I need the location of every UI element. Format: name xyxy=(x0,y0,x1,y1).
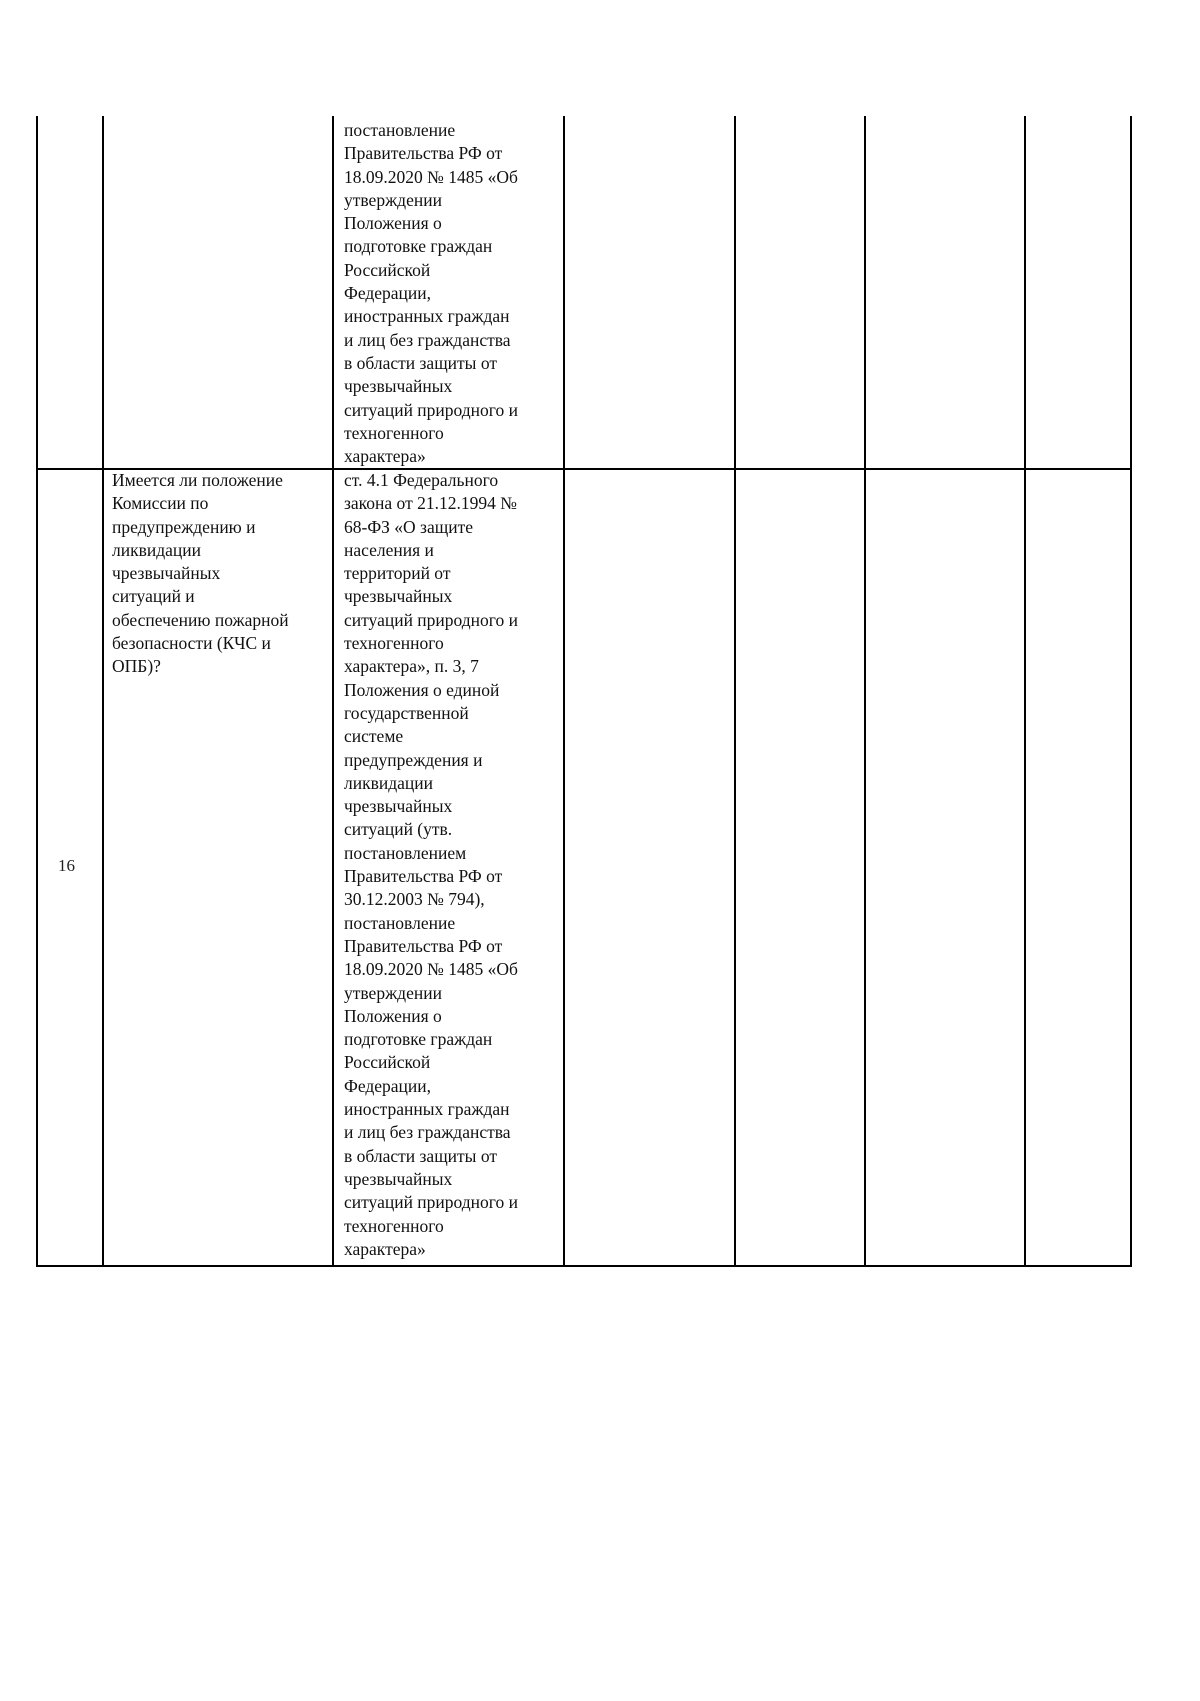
empty-cell xyxy=(866,470,1024,1265)
table-border-bottom xyxy=(36,1265,1132,1267)
question-cell: Имеется ли положение Комиссии по предупреждению и ликвидации чрезвычайных ситуаций и обеспечению пожарной безопасности (КЧС и ОПБ)? xyxy=(112,470,289,677)
table-border-left xyxy=(36,116,38,1267)
legal-basis-cell: ст. 4.1 Федерального закона от 21.12.1994 № 68-ФЗ «О защите населения и территорий от чрезвычайных ситуаций природного и техногенного характера», п. 3, 7 Положения о единой государственной системе предупреждения и ликвидации чрезвычайных ситуаций (утв. постановлением Правительства РФ от 30.12.2003 № 794), постановление Правительства РФ от 18.09.2020 № 1485 «Об утверждении Положения о подготовке граждан Российской Федерации, иностранных граждан и лиц без гражданства в области защиты от чрезвычайных ситуаций природного и техногенного характера» xyxy=(344,470,519,1259)
empty-cell xyxy=(1026,470,1130,1265)
column-divider-2 xyxy=(332,116,334,1267)
column-divider-1 xyxy=(102,116,104,1267)
empty-cell xyxy=(736,470,864,1265)
empty-cell xyxy=(565,470,734,1265)
legal-basis-cell-continuation: постановление Правительства РФ от 18.09.2020 № 1485 «Об утверждении Положения о подготовке граждан Российской Федерации, иностранных граждан и лиц без гражданства в области защиты от чрезвычайных ситуаций природного и техногенного характера» xyxy=(344,120,519,467)
table-border-right xyxy=(1130,116,1132,1267)
row-number-cell: 16 xyxy=(58,856,75,875)
